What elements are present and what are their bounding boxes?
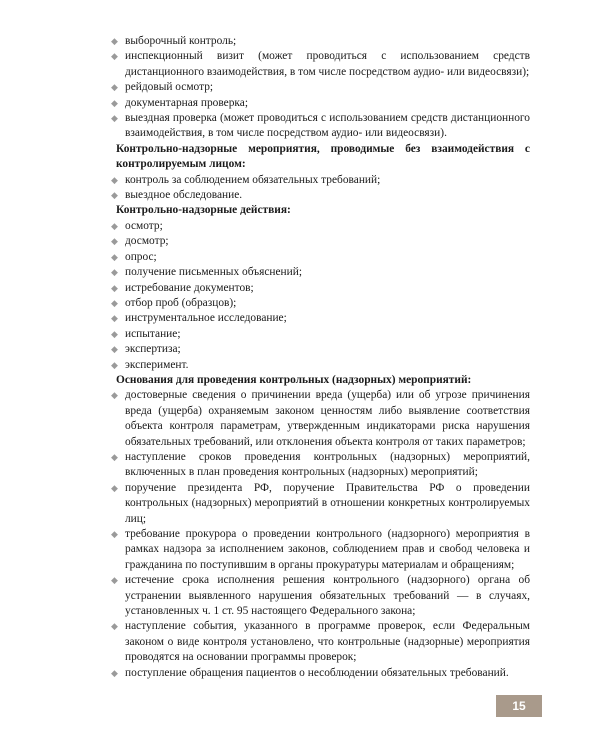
section-heading: Основания для проведения контрольных (надзорных) мероприятий: [116,373,472,386]
list-item-text: осмотр; [125,219,163,232]
list-item-text: выборочный контроль; [125,35,237,47]
list-item [111,219,530,234]
list-item [111,80,530,95]
bullet-icon: ◆ [111,529,118,539]
list-item [111,296,530,311]
list-item-text: истечение срока исполнения решения контрольного (надзорного) органа об устранении выявленного нарушения обязательных требований — в случаях, установленных ч. 1 ст. 95 настоящего Федерального закона; [125,574,530,618]
list-item-text: инспекционный визит (может проводиться с использованием средств дистанционного взаимодействия, в том числе посредством аудио- или видеосвязи); [125,50,530,78]
bullet-list [111,173,530,204]
list-item-text: инструментальное исследование; [125,312,287,325]
bullet-icon: ◆ [111,82,118,93]
bullet-icon: ◆ [111,451,118,462]
list-item-text: достоверные сведения о причинении вреда (ущерба) или об угрозе причинения вреда (ущерба) охраняемым законом ценностям либо выявление соответствия объекта контроля параметрам, утвержденным индикаторами риска нарушения обязательных требований, или отклонения объекта контроля от таких параметров; [125,389,530,448]
list-item [111,250,530,265]
list-item [111,49,530,80]
bullet-icon: ◆ [111,174,118,185]
list-item-text: испытание; [125,327,181,340]
list-item [111,388,530,450]
bullet-list [111,219,530,373]
bullet-icon: ◆ [111,359,118,370]
list-item [111,173,530,188]
list-item [111,311,530,326]
page-number: 15 [496,695,542,717]
bullet-icon: ◆ [111,482,118,493]
list-item-text: рейдовый осмотр; [125,81,214,94]
list-item-text: наступление события, указанного в программе проверок, если Федеральным законом о виде контроля установлено, что контрольные (надзорные) мероприятия проводятся на основании программы проверок; [125,620,530,664]
bullet-icon: ◆ [111,236,118,247]
section-heading: Контрольно-надзорные действия: [116,204,291,217]
section-heading: Контрольно-надзорные мероприятия, проводимые без взаимодействия с контролируемым лицом: [116,142,530,171]
bullet-list [111,388,530,681]
bullet-icon: ◆ [111,36,118,46]
list-item-text: документарная проверка; [125,96,249,109]
list-item-text: выездная проверка (может проводиться с использованием средств дистанционного взаимодействия, в том числе посредством аудио- или видеосвязи). [125,112,530,140]
bullet-icon: ◆ [111,297,118,308]
list-item [111,450,530,481]
list-item [111,619,530,665]
bullet-icon: ◆ [111,344,118,355]
bullet-icon: ◆ [111,667,118,678]
list-item [111,327,530,342]
list-item-text: истребование документов; [125,281,254,294]
list-item [111,265,530,280]
bullet-icon: ◆ [111,190,118,201]
list-item-text: отбор проб (образцов); [125,296,237,309]
bullet-icon: ◆ [111,282,118,293]
page-body [111,34,530,681]
bullet-icon: ◆ [111,220,118,231]
list-item-text: выездное обследование. [125,189,243,202]
list-item [111,234,530,249]
list-item-text: опрос; [125,250,157,263]
list-item-text: поручение президента РФ, поручение Правительства РФ о проведении контрольных (надзорных) мероприятий в отношении конкретных контролируемых лиц; [125,481,530,525]
bullet-icon: ◆ [111,575,118,586]
list-item [111,281,530,296]
list-item-text: досмотр; [125,235,169,248]
list-item [111,188,530,203]
list-item [111,34,530,49]
list-item [111,342,530,357]
bullet-icon: ◆ [111,621,118,632]
list-item-text: наступление сроков проведения контрольных (надзорных) мероприятий, включенных в план проведения контрольных (надзорных) мероприятий; [125,450,530,479]
list-item [111,481,530,527]
list-item [111,573,530,619]
list-item-text: получение письменных объяснений; [125,266,302,279]
list-item-text: требование прокурора о проведении контрольного (надзорного) мероприятия в рамках надзора за исполнением законов, соблюдением прав и свобод человека и гражданина по поступившим в органы прокуратуры материалам и обращениям; [125,528,530,571]
list-item-text: поступление обращения пациентов о несоблюдении обязательных требований. [125,666,509,679]
list-item [111,358,530,373]
list-item-text: экспертиза; [125,343,181,356]
bullet-icon: ◆ [111,113,118,124]
bullet-icon: ◆ [111,267,118,278]
bullet-icon: ◆ [111,313,118,324]
bullet-list [111,34,530,142]
list-item [111,527,530,573]
list-item [111,96,530,111]
list-item [111,111,530,142]
bullet-icon: ◆ [111,51,118,62]
list-item-text: контроль за соблюдением обязательных требований; [125,173,381,186]
bullet-icon: ◆ [111,390,118,401]
bullet-icon: ◆ [111,328,118,339]
list-item-text: эксперимент. [125,358,189,371]
bullet-icon: ◆ [111,251,118,262]
list-item [111,666,530,681]
bullet-icon: ◆ [111,97,118,108]
